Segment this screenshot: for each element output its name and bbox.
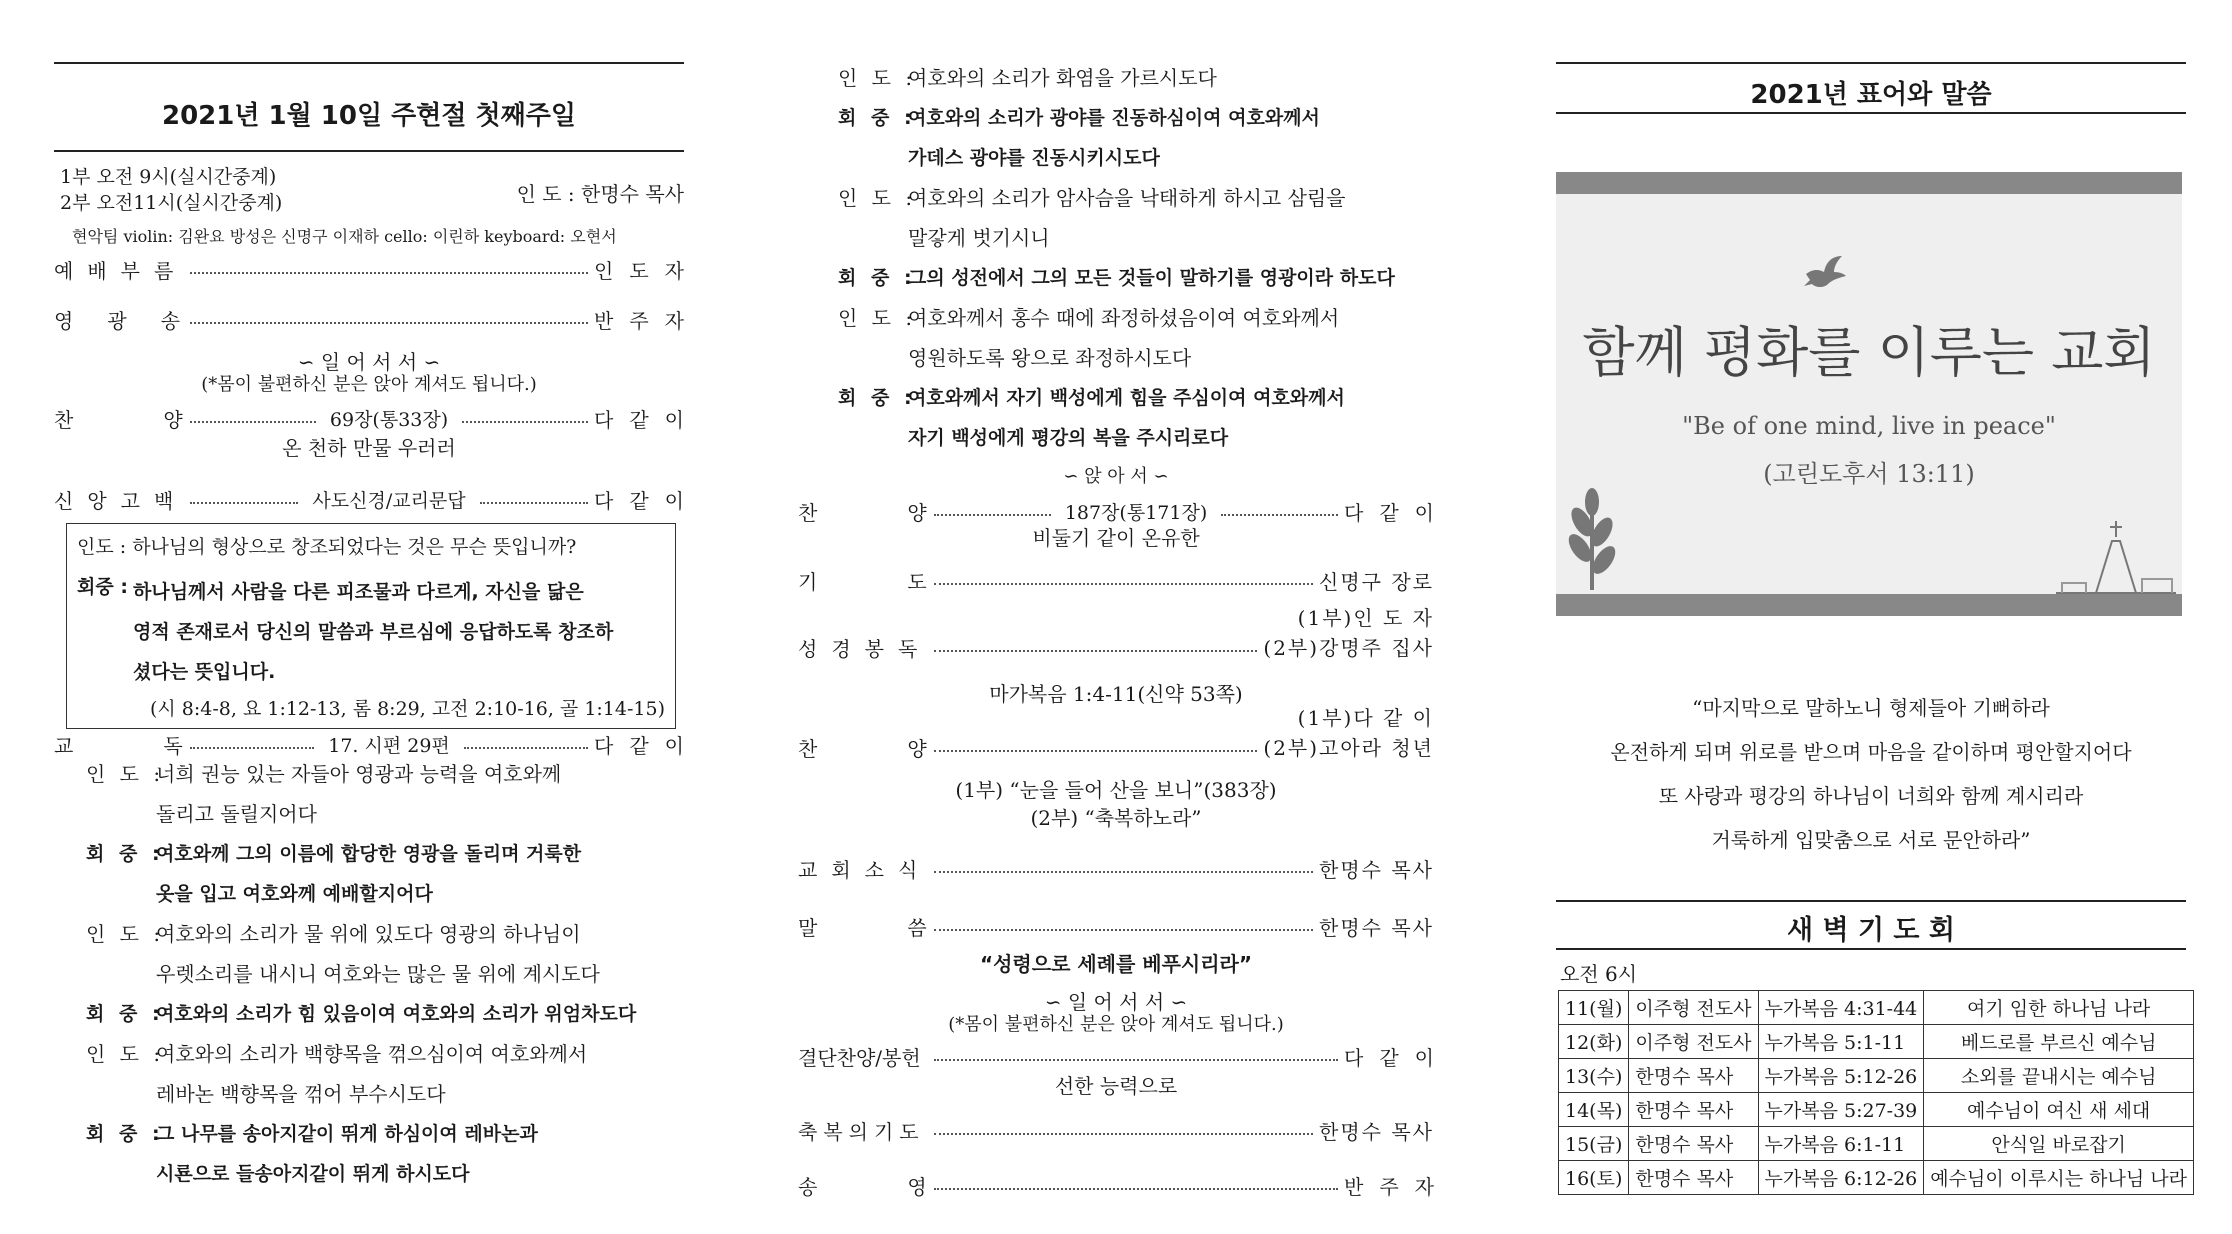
speaker-label: 인 도 : — [86, 762, 165, 786]
congregation-line: 옷을 입고 여호와께 예배할지어다 — [156, 883, 433, 905]
verse-line: 온전하게 되며 위로를 받으며 마음을 같이하며 평안할지어다 — [1610, 740, 2132, 764]
sermon-title-cell: 안식일 바로잡기 — [1924, 1127, 2194, 1161]
passage-cell: 누가복음 5:1-11 — [1758, 1025, 1924, 1059]
motto-title-underline — [1556, 112, 2186, 114]
banner-english: "Be of one mind, live in peace" — [1682, 412, 2056, 440]
catechism-answer-label: 회중 : — [77, 576, 128, 598]
banner-motto: 함께 평화를 이루는 교회 — [1582, 321, 2156, 384]
motto-banner — [1556, 172, 2182, 616]
preacher-cell: 한명수 목사 — [1629, 1093, 1758, 1127]
dawn-prayer-underline — [1556, 948, 2186, 950]
leader: 인 도 : 한명수 목사 — [516, 182, 684, 206]
congregation-line: 회 중 :여호와께서 자기 백성에게 힘을 주심이여 여호와께서 — [838, 378, 1434, 418]
speaker-label: 회 중 : — [86, 1123, 164, 1145]
catechism-references: (시 8:4-8, 요 1:12-13, 롬 8:29, 고전 2:10-16, 골 1:14-15) — [149, 698, 665, 720]
congregation-line: 회 중 :그 나무를 송아지같이 뛰게 하심이여 레바논과 — [86, 1114, 684, 1154]
leader-line: 인 도 :여호와의 소리가 백향목을 꺾으심이여 여호와께서 — [86, 1034, 684, 1074]
congregation-line: 자기 백성에게 평강의 복을 주시리로다 — [908, 427, 1229, 449]
dedication-row: 결단찬양/봉헌 다같이 — [798, 1045, 1450, 1070]
table-row — [1559, 1025, 2194, 1059]
call-to-worship-row: 예배부름 인도자 — [54, 258, 700, 283]
sermon-title-cell: 예수님이 이루시는 하나님 나라 — [1924, 1161, 2194, 1195]
choir-song-2: (2부) “축복하노라” — [1030, 806, 1202, 830]
speaker-label: 회 중 : — [86, 843, 164, 865]
day-cell: 14(목) — [1559, 1093, 1629, 1127]
leader-line: 인 도 :여호와의 소리가 화염을 가르시도다 — [838, 58, 1434, 98]
leader-line: 말갛게 벗기시니 — [908, 226, 1050, 250]
stand-instruction: ∽ 일 어 서 서 ∽ — [297, 350, 441, 374]
passage-cell: 누가복음 6:1-11 — [1758, 1127, 1924, 1161]
dawn-prayer-schedule — [1558, 990, 2194, 1195]
leader-line: 레바논 백향목을 꺾어 부수시도다 — [156, 1082, 446, 1106]
day-cell: 15(금) — [1559, 1127, 1629, 1161]
benediction-row: 축복의기도 한명수 목사 — [798, 1119, 1434, 1144]
title-underline — [54, 150, 684, 152]
table-row — [1559, 1127, 2194, 1161]
speaker-label: 인 도 : — [838, 306, 917, 330]
hymn-title: 온 천하 만물 우러러 — [282, 436, 456, 460]
speaker-label: 회 중 : — [838, 387, 916, 409]
bulletin-title: 2021년 1월 10일 주현절 첫째주일 — [161, 101, 576, 131]
verse-line: 거룩하게 입맞춤으로 서로 문안하라” — [1711, 828, 2031, 852]
choir-row: 찬양 (1부)다 같 이 (2부)고아라 청년 — [798, 706, 1434, 761]
speaker-label: 인 도 : — [86, 922, 165, 946]
hymn-title-2: 비둘기 같이 온유한 — [1032, 526, 1200, 550]
table-row — [1559, 1093, 2194, 1127]
sermon-title-cell: 소외를 끝내시는 예수님 — [1924, 1059, 2194, 1093]
choir-song-1: (1부) “눈을 들어 산을 보니”(383장) — [955, 778, 1277, 802]
motto-top-rule — [1556, 62, 2186, 64]
leader-line: 인 도 :여호와께서 홍수 때에 좌정하셨음이여 여호와께서 — [838, 298, 1434, 338]
speaker-label: 인 도 : — [86, 1042, 165, 1066]
table-row — [1559, 991, 2194, 1025]
gloria-row: 영광송 반주자 — [54, 308, 700, 333]
passage-cell: 누가복음 5:12-26 — [1758, 1059, 1924, 1093]
sermon-title: “성령으로 세례를 베푸시리라” — [979, 952, 1253, 976]
leader-line: 인 도 :여호와의 소리가 물 위에 있도다 영광의 하나님이 — [86, 914, 684, 954]
day-cell: 13(수) — [1559, 1059, 1629, 1093]
sit-instruction: ∽ 앉 아 서 ∽ — [1063, 466, 1169, 487]
table-row — [1559, 1059, 2194, 1093]
congregation-line: 회 중 :그의 성전에서 그의 모든 것들이 말하기를 영광이라 하도다 — [838, 258, 1434, 298]
responsive-reading-row: 교독 17. 시편 29편 다같이 — [54, 733, 701, 758]
speaker-label: 회 중 : — [838, 267, 916, 289]
leader-line: 인 도 :너희 권능 있는 자들아 영광과 능력을 여호와께 — [86, 754, 684, 794]
dedication-song: 선한 능력으로 — [1054, 1074, 1178, 1098]
orchestra-credits: 현악팀 violin: 김완요 방성은 신명구 이재하 cello: 이린하 keyboard: 오현서 — [72, 227, 617, 246]
speaker-label: 회 중 : — [86, 1003, 164, 1025]
passage-cell: 누가복음 6:12-26 — [1758, 1161, 1924, 1195]
preacher-cell: 한명수 목사 — [1629, 1127, 1758, 1161]
banner-reference: (고린도후서 13:11) — [1763, 460, 1975, 488]
church-news-row: 교회소식 한명수 목사 — [798, 857, 1434, 882]
passage-cell: 누가복음 4:31-44 — [1758, 991, 1924, 1025]
speaker-label: 인 도 : — [838, 186, 917, 210]
congregation-line: 회 중 :여호와의 소리가 힘 있음이여 여호와의 소리가 위엄차도다 — [86, 994, 684, 1034]
banner-top-band — [1556, 172, 2182, 194]
congregation-line: 회 중 :여호와의 소리가 광야를 진동하심이여 여호와께서 — [838, 98, 1434, 138]
speaker-label: 인 도 : — [838, 66, 917, 90]
congregation-line: 회 중 :여호와께 그의 이름에 합당한 영광을 돌리며 거룩한 — [86, 834, 684, 874]
congregation-line: 가데스 광야를 진동시키시도다 — [908, 147, 1160, 169]
motto-verse — [1556, 686, 2186, 862]
sermon-title-cell: 여기 임한 하나님 나라 — [1924, 991, 2194, 1025]
scripture-row: 성경봉독 (1부)인 도 자 (2부)강명주 집사 — [798, 606, 1434, 661]
stand-note: (*몸이 불편하신 분은 앉아 계셔도 됩니다.) — [201, 374, 537, 395]
sermon-title-cell: 예수님이 여신 새 세대 — [1924, 1093, 2194, 1127]
catechism-box — [66, 523, 676, 729]
day-cell: 12(화) — [1559, 1025, 1629, 1059]
preacher-cell: 한명수 목사 — [1629, 1161, 1758, 1195]
catechism-question: 인도 : 하나님의 형상으로 창조되었다는 것은 무슨 뜻입니까? — [77, 536, 577, 558]
stand-note-2: (*몸이 불편하신 분은 앉아 계셔도 됩니다.) — [948, 1014, 1284, 1035]
sermon-row: 말씀 한명수 목사 — [798, 915, 1434, 940]
sermon-title-cell: 베드로를 부르신 예수님 — [1924, 1025, 2194, 1059]
dove-icon — [1802, 254, 1848, 290]
preacher-cell: 이주형 전도사 — [1629, 991, 1758, 1025]
dawn-prayer-time: 오전 6시 — [1560, 962, 1638, 986]
preacher-cell: 이주형 전도사 — [1629, 1025, 1758, 1059]
congregation-line: 시룐으로 들송아지같이 뛰게 하시도다 — [156, 1163, 470, 1185]
top-rule — [54, 62, 684, 64]
dawn-prayer-top-rule — [1556, 900, 2186, 902]
leader-line: 돌리고 돌릴지어다 — [156, 802, 317, 826]
catechism-answer: 하나님께서 사람을 다른 피조물과 다르게, 자신을 닮은 영적 존재로서 당신의 말씀과 부르심에 응답하도록 창조하 셨다는 뜻입니다. — [133, 581, 614, 683]
hymn-row-2: 찬양 187장(통171장) 다같이 — [798, 500, 1451, 525]
preacher-cell: 한명수 목사 — [1629, 1059, 1758, 1093]
table-row — [1559, 1161, 2194, 1195]
banner-bottom-band — [1556, 594, 2182, 616]
scripture-passage: 마가복음 1:4-11(신약 53쪽) — [989, 682, 1243, 706]
olive-branch-icon — [1562, 482, 1622, 592]
speaker-label: 회 중 : — [838, 107, 916, 129]
motto-title: 2021년 표어와 말씀 — [1750, 80, 1992, 110]
prayer-row: 기도 신명구 장로 — [798, 569, 1434, 594]
doxology-row: 송영 반주자 — [798, 1174, 1450, 1199]
church-building-icon — [2056, 517, 2176, 595]
service-times: 1부 오전 9시(실시간중계) 2부 오전11시(실시간중계) — [60, 166, 283, 214]
day-cell: 16(토) — [1559, 1161, 1629, 1195]
leader-line: 영원하도록 왕으로 좌정하시도다 — [908, 346, 1192, 370]
stand-instruction-2: ∽ 일 어 서 서 ∽ — [1044, 990, 1188, 1014]
leader-line: 우렛소리를 내시니 여호와는 많은 물 위에 계시도다 — [156, 962, 600, 986]
passage-cell: 누가복음 5:27-39 — [1758, 1093, 1924, 1127]
creed-row: 신앙고백 사도신경/교리문답 다같이 — [54, 488, 701, 513]
verse-line: “마지막으로 말하노니 형제들아 기뻐하라 — [1692, 696, 2050, 720]
hymn-row: 찬양 69장(통33장) 다같이 — [54, 407, 700, 432]
leader-line: 인 도 :여호와의 소리가 암사슴을 낙태하게 하시고 삼림을 — [838, 178, 1434, 218]
dawn-prayer-title: 새 벽 기 도 회 — [1786, 915, 1955, 946]
day-cell: 11(월) — [1559, 991, 1629, 1025]
verse-line: 또 사랑과 평강의 하나님이 너희와 함께 계시리라 — [1658, 784, 2084, 808]
